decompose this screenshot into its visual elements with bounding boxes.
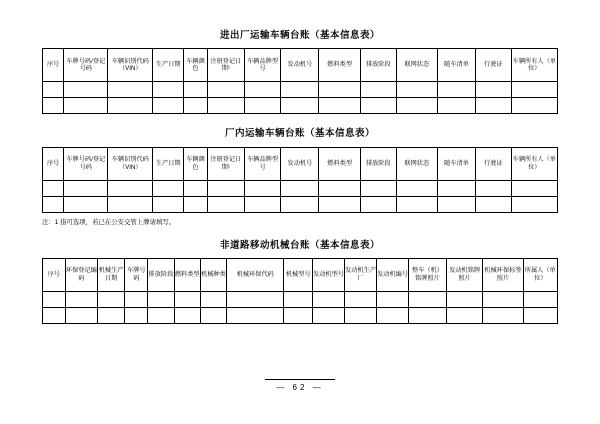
column-header: 环保登记编码	[65, 259, 97, 292]
column-header: 发动机铭牌照片	[446, 259, 483, 292]
column-header: 生产日期	[153, 49, 184, 82]
table-cell[interactable]	[244, 196, 281, 212]
table-cell[interactable]	[396, 82, 438, 98]
column-header: 行驶证	[476, 49, 512, 82]
table-cell[interactable]	[281, 98, 319, 114]
column-header: 生产日期	[153, 147, 184, 180]
table-cell[interactable]	[125, 308, 148, 324]
table-cell[interactable]	[360, 180, 396, 196]
column-header: 车辆品牌型号	[244, 49, 281, 82]
table-cell[interactable]	[43, 98, 64, 114]
table-cell[interactable]	[174, 292, 200, 308]
table-title-2: 厂内运输车辆台账（基本信息表）	[224, 128, 375, 140]
column-header: 注册登记日期¹	[207, 147, 244, 180]
table-cell[interactable]	[174, 308, 200, 324]
table-cell[interactable]	[438, 180, 476, 196]
column-header: 燃料类型	[319, 49, 361, 82]
column-header: 车牌号码	[125, 259, 148, 292]
column-header: 燃料类型	[174, 259, 200, 292]
column-header: 车牌号码/登记号码	[64, 49, 108, 82]
table-cell[interactable]	[377, 308, 409, 324]
table-row	[43, 292, 558, 308]
table-cell[interactable]	[409, 292, 447, 308]
column-header: 机械型号	[284, 259, 313, 292]
table-cell[interactable]	[65, 308, 97, 324]
table-cell[interactable]	[345, 292, 377, 308]
column-header: 发动机号	[281, 49, 319, 82]
in-plant-vehicle-ledger-table	[42, 147, 558, 213]
inbound-outbound-vehicle-ledger-table	[42, 48, 558, 114]
column-header: 机械生产日期	[97, 259, 124, 292]
column-header: 整车（机）铭牌照片	[409, 259, 447, 292]
table-cell[interactable]	[409, 308, 447, 324]
table-title-1: 进出厂运输车辆台账（基本信息表）	[219, 30, 380, 41]
table-row	[43, 98, 558, 114]
table-cell[interactable]	[511, 82, 557, 98]
table-header-row	[43, 49, 558, 82]
table-cell[interactable]	[108, 180, 153, 196]
table-cell[interactable]	[446, 308, 483, 324]
table-header-row	[43, 259, 558, 292]
table-cell[interactable]	[281, 180, 319, 196]
column-header: 排放阶段	[360, 49, 396, 82]
table-cell[interactable]	[153, 98, 184, 114]
table-cell[interactable]	[438, 196, 476, 212]
table-cell[interactable]	[284, 308, 313, 324]
table-cell[interactable]	[476, 196, 512, 212]
table-cell[interactable]	[483, 292, 523, 308]
column-header: 行驶证	[476, 147, 512, 180]
table-cell[interactable]	[523, 292, 557, 308]
column-header: 随车清单	[438, 147, 476, 180]
table-cell[interactable]	[108, 98, 153, 114]
table-cell[interactable]	[108, 196, 153, 212]
table-cell[interactable]	[319, 98, 361, 114]
page-footer	[0, 379, 600, 392]
table-cell[interactable]	[396, 196, 438, 212]
column-header: 车牌号码/登记号码	[64, 147, 108, 180]
table-cell[interactable]	[438, 82, 476, 98]
non-road-machinery-ledger-table	[42, 258, 558, 324]
table-cell[interactable]	[207, 98, 244, 114]
table-cell[interactable]	[200, 292, 226, 308]
table-body-1	[43, 82, 558, 114]
column-header: 车辆所有人（单位）	[511, 49, 557, 82]
table-header-3	[43, 259, 558, 292]
table-cell[interactable]	[64, 196, 108, 212]
table-cell[interactable]	[511, 196, 557, 212]
table-cell[interactable]	[396, 98, 438, 114]
table-cell[interactable]	[313, 308, 345, 324]
column-header: 序号	[43, 49, 64, 82]
table-cell[interactable]	[43, 196, 64, 212]
table-cell[interactable]	[438, 98, 476, 114]
table-cell[interactable]	[148, 292, 174, 308]
table-cell[interactable]	[360, 196, 396, 212]
table-cell[interactable]	[476, 180, 512, 196]
table-header-1	[43, 49, 558, 82]
table-cell[interactable]	[244, 98, 281, 114]
table-cell[interactable]	[396, 180, 438, 196]
column-header: 车辆所有人（单位）	[511, 147, 557, 180]
table-cell[interactable]	[360, 98, 396, 114]
table-cell[interactable]	[446, 292, 483, 308]
table-cell[interactable]	[319, 82, 361, 98]
table-cell[interactable]	[65, 292, 97, 308]
column-header: 所属人（单位）	[523, 259, 557, 292]
column-header: 排放阶段	[360, 147, 396, 180]
footnote: 注：1 指可选项，若已在公安交管上牌请填写。	[42, 218, 176, 226]
column-header: 机械种类	[200, 259, 226, 292]
table-cell[interactable]	[207, 196, 244, 212]
table-cell[interactable]	[43, 82, 64, 98]
table-cell[interactable]	[227, 292, 284, 308]
table-row	[43, 180, 558, 196]
table-cell[interactable]	[64, 82, 108, 98]
column-header: 序号	[43, 259, 66, 292]
column-header: 排放阶段	[148, 259, 174, 292]
footer-rule	[265, 379, 335, 380]
column-header: 机械环保代码	[227, 259, 284, 292]
table-body-3	[43, 292, 558, 324]
column-header: 发动机号	[281, 147, 319, 180]
table-cell[interactable]	[319, 180, 361, 196]
table-cell[interactable]	[345, 308, 377, 324]
table-cell[interactable]	[64, 98, 108, 114]
table-cell[interactable]	[184, 196, 208, 212]
table-cell[interactable]	[153, 180, 184, 196]
table-cell[interactable]	[511, 98, 557, 114]
table-cell[interactable]	[476, 98, 512, 114]
column-header: 发动机型号	[313, 259, 345, 292]
table-cell[interactable]	[319, 196, 361, 212]
table-cell[interactable]	[244, 82, 281, 98]
column-header: 注册登记日期¹	[207, 49, 244, 82]
table-cell[interactable]	[207, 82, 244, 98]
column-header: 车辆颜色	[184, 147, 208, 180]
table-cell[interactable]	[43, 180, 64, 196]
page-number: — 62 —	[276, 383, 324, 392]
table-header-row	[43, 147, 558, 180]
table-cell[interactable]	[108, 82, 153, 98]
table-cell[interactable]	[184, 180, 208, 196]
table-cell[interactable]	[207, 180, 244, 196]
table-cell[interactable]	[43, 308, 66, 324]
column-header: 联网状态	[396, 49, 438, 82]
table-cell[interactable]	[284, 292, 313, 308]
table-cell[interactable]	[476, 82, 512, 98]
column-header: 发动机编号	[377, 259, 409, 292]
table-cell[interactable]	[125, 292, 148, 308]
table-row	[43, 82, 558, 98]
table-header-2	[43, 147, 558, 180]
table-cell[interactable]	[511, 180, 557, 196]
table-cell[interactable]	[153, 82, 184, 98]
table-cell[interactable]	[153, 196, 184, 212]
table-cell[interactable]	[97, 308, 124, 324]
table-cell[interactable]	[184, 98, 208, 114]
table-cell[interactable]	[523, 308, 557, 324]
table-cell[interactable]	[200, 308, 226, 324]
table-cell[interactable]	[281, 82, 319, 98]
column-header: 车辆识别代码（VIN）	[108, 49, 153, 82]
table-cell[interactable]	[281, 196, 319, 212]
column-header: 车辆颜色	[184, 49, 208, 82]
table-title-3: 非道路移动机械台账（基本信息表）	[219, 239, 380, 251]
column-header: 发动机生产厂	[345, 259, 377, 292]
table-cell[interactable]	[184, 82, 208, 98]
column-header: 燃料类型	[319, 147, 361, 180]
column-header: 序号	[43, 147, 64, 180]
table-cell[interactable]	[64, 180, 108, 196]
table-body-2	[43, 180, 558, 212]
table-cell[interactable]	[483, 308, 523, 324]
table-cell[interactable]	[377, 292, 409, 308]
table-row	[43, 308, 558, 324]
table-cell[interactable]	[360, 82, 396, 98]
table-cell[interactable]	[148, 308, 174, 324]
table-cell[interactable]	[313, 292, 345, 308]
table-cell[interactable]	[43, 292, 66, 308]
column-header: 车辆品牌型号	[244, 147, 281, 180]
table-cell[interactable]	[227, 308, 284, 324]
table-cell[interactable]	[97, 292, 124, 308]
column-header: 机械环保标签照片	[483, 259, 523, 292]
column-header: 随车清单	[438, 49, 476, 82]
table-cell[interactable]	[244, 180, 281, 196]
column-header: 车辆识别代码（VIN）	[108, 147, 153, 180]
column-header: 联网状态	[396, 147, 438, 180]
table-row	[43, 196, 558, 212]
